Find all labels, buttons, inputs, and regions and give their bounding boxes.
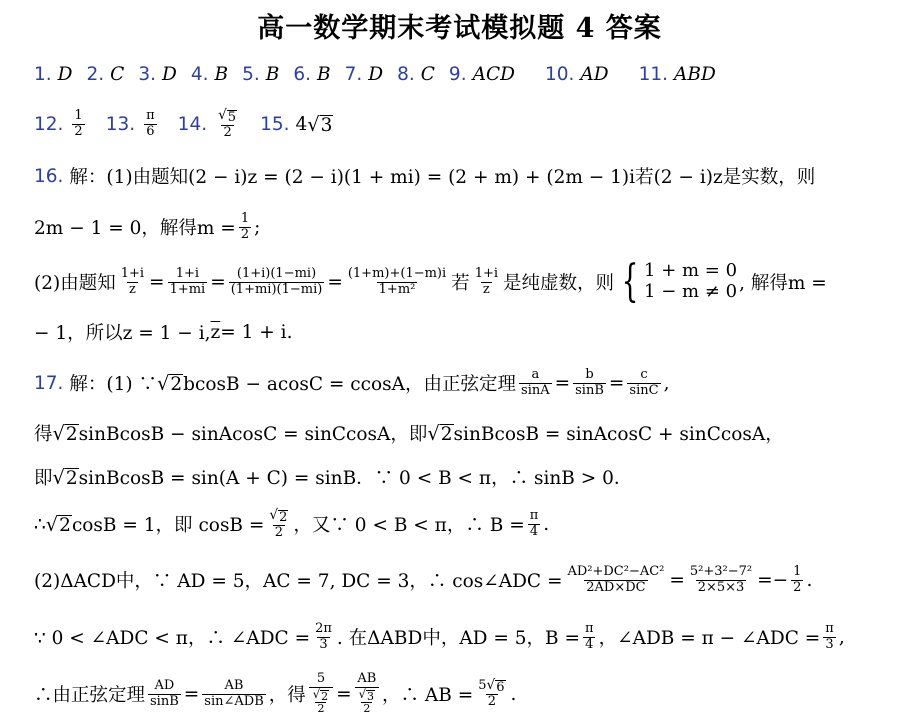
q17-b-fraction — [528, 509, 541, 540]
period: . — [806, 569, 813, 591]
comma: , — [663, 372, 670, 394]
q16-frac-1-den: z — [128, 281, 136, 297]
q16-num: 16. — [34, 165, 64, 187]
sqrt-2-radicand: 2 — [65, 423, 78, 445]
sqrt-2-radicand: 2 — [65, 467, 78, 489]
q17-frac-a — [519, 368, 552, 399]
sqrt-2: √ 2 — [52, 465, 78, 489]
q17-frac-c-num: c — [640, 367, 648, 382]
q16-text-3: (2)由题知 — [34, 273, 116, 294]
q17-frac-c — [627, 368, 660, 399]
q17-text-6a: ∵ 0 < ∠ADC < π，∴ ∠ADC = — [34, 628, 311, 650]
q17-five: 5 — [316, 671, 326, 686]
q12-num: 12. — [34, 113, 64, 135]
q16-frac-4 — [346, 267, 448, 298]
q17-b-den: 4 — [529, 523, 539, 539]
equals-sign: = — [336, 683, 352, 705]
q16-frac-1-num: 1+i — [120, 265, 145, 281]
q16-line-4 — [34, 319, 909, 345]
choice-answers-line — [34, 64, 909, 85]
q17-cosb-radicand: 2 — [279, 510, 288, 525]
q17-line-2 — [34, 420, 909, 446]
q3-num: 3. — [138, 64, 156, 85]
q11-num: 11. — [638, 64, 668, 85]
q16-line-3 — [34, 256, 909, 307]
q16-half-fraction — [239, 212, 251, 243]
q17-ab: AB — [357, 671, 377, 686]
q17-num: 17. — [34, 372, 64, 394]
q17-b2-num: π — [585, 621, 594, 636]
q17-frac-a-num: a — [531, 367, 540, 382]
q17-text-7b: ，得 — [268, 685, 306, 707]
q17-adb-num: π — [825, 621, 834, 636]
q6-answer: B — [317, 64, 331, 85]
q17-text-5b: =− — [757, 569, 789, 591]
q17-text-5a: (2)ΔACD中，∵ AD = 5，AC = 7, DC = 3，∴ cos∠ADC = — [34, 571, 563, 593]
q16-frac-5-num: 1+i — [474, 265, 499, 281]
q16-system-row-1: 1 + m = 0 — [644, 260, 738, 282]
q17-b-num: π — [529, 507, 539, 523]
q16-half-denominator: 2 — [240, 226, 250, 242]
q17-root3-radicand: 3 — [367, 689, 375, 703]
q16-ruo: 若 — [451, 273, 470, 294]
q17-ab-den: 2 — [487, 694, 496, 710]
q17-line-1 — [34, 368, 909, 399]
q17-cosb-fraction: √ 2 2 — [269, 507, 288, 540]
q17-cos-result-num: 1 — [793, 564, 802, 579]
q17-text-1a: 解：(1) ∵ — [69, 374, 158, 396]
q16-text-3b: 是纯虚数，则 — [503, 273, 615, 294]
q17-cos-values — [688, 565, 754, 596]
q1-num: 1. — [34, 64, 52, 85]
q17-cos-values-num: 5²+3²−7² — [689, 564, 753, 579]
q16-system-row-2: 1 − m ≠ 0 — [644, 281, 738, 302]
q17-ab-over-root3: AB √ 3 2 — [355, 672, 379, 716]
q16-text-2: 2m − 1 = 0，解得m = — [34, 218, 236, 240]
q16-frac-5 — [473, 267, 500, 298]
q16-frac-5-den: z — [482, 281, 490, 297]
q17-sine-ab-num: AB — [224, 677, 244, 693]
equals-sign: = — [183, 683, 200, 705]
sqrt-2: √ 2 — [427, 421, 453, 445]
q17-root2-den: 2 — [317, 702, 325, 716]
fill-answers-line — [34, 108, 909, 141]
q16-frac-4-num: (1+m)+(1−m)i — [347, 265, 447, 281]
q11-answer: ABD — [673, 64, 716, 85]
q17-cos-result — [791, 565, 803, 596]
q16-frac-2-den: 1+mi — [169, 281, 206, 297]
equals-sign: = — [327, 271, 343, 293]
q17-cos-formula-num: AD²+DC²−AC² — [567, 564, 665, 579]
q14-denominator: 2 — [223, 124, 232, 140]
q10-answer: AD — [580, 64, 609, 85]
sqrt-2: √ 2 — [157, 371, 183, 395]
q16-frac-3 — [229, 267, 325, 298]
q17-cos-formula-den: 2AD×DC — [586, 579, 646, 595]
q2-answer: C — [110, 64, 125, 85]
q17-five-over-root2: 5 √ 2 2 — [309, 672, 333, 716]
q15-radicand: 3 — [320, 114, 333, 136]
q17-cos-result-den: 2 — [793, 579, 802, 595]
q9-num: 9. — [448, 64, 467, 85]
q17-adb-fraction — [823, 622, 836, 653]
q15-sqrt: √ 3 — [307, 112, 333, 136]
q14-radicand: 5 — [227, 110, 237, 125]
sqrt-2-radicand: 2 — [170, 373, 183, 395]
q17-sine-ad-den: sinB — [150, 693, 179, 709]
q16-system-brace: { 1 + m = 0 1 − m ≠ 0 — [621, 256, 738, 307]
q17-sine-ab — [202, 679, 265, 710]
sqrt-2: √ 2 — [45, 512, 71, 536]
equals-sign: = — [149, 271, 165, 293]
q13-fraction — [144, 109, 157, 140]
q17-line-6 — [34, 622, 909, 653]
q10-num: 10. — [544, 64, 575, 85]
q8-answer: C — [420, 64, 435, 85]
q16-line-1 — [34, 163, 909, 189]
q17-text-4c: ，又∵ 0 < B < π，∴ B = — [293, 515, 525, 537]
q16-text-2-end: ; — [254, 216, 261, 238]
q17-sine-ab-den: sin∠ADB — [204, 693, 264, 709]
q17-line-5 — [34, 565, 909, 596]
q17-sine-ad — [148, 679, 181, 710]
q4-answer: B — [214, 64, 229, 85]
q17-b2-den: 4 — [585, 636, 594, 652]
q15-num: 15. — [260, 113, 290, 135]
q17-adc-fraction — [313, 622, 334, 653]
q17-text-1b: bcosB − acosC = ccosA，由正弦定理 — [183, 374, 517, 396]
q17-cosb-den: 2 — [274, 524, 284, 540]
q4-num: 4. — [190, 64, 209, 85]
equals-sign: = — [608, 372, 625, 394]
q17-frac-b-den: sinB — [575, 382, 604, 398]
q16-text-3c: , 解得m = — [739, 273, 827, 294]
q16-conjugate-z: $\overline{z}$ — [210, 321, 221, 343]
equals-sign: = — [669, 569, 685, 591]
q17-adc-num: 2π — [315, 621, 332, 636]
q17-text-3b: sinBcosB = sin(A + C) = sinB．∵ 0 < B < π，∴ sinB > 0． — [78, 468, 633, 489]
page-title: 高一数学期末考试模拟题 4 答案 — [257, 13, 662, 44]
q16-text-4b: = 1 + i. — [220, 321, 293, 343]
q17-frac-b — [573, 368, 606, 399]
q16-line-2 — [34, 212, 909, 243]
q17-text-4b: cosB = 1，即 cosB = — [71, 515, 265, 537]
q1-answer: D — [57, 64, 73, 85]
q13-denominator: 6 — [146, 123, 155, 139]
q17-text-3a: 即 — [34, 468, 53, 489]
q5-num: 5. — [242, 64, 260, 85]
q16-text-4: − 1，所以z = 1 − i, — [34, 323, 211, 344]
q17-text-7c: ，∴ AB = — [382, 685, 474, 707]
q17-line-3 — [34, 464, 909, 490]
sqrt-2: √ 2 — [52, 421, 78, 445]
q17-root3-den: 2 — [363, 702, 371, 716]
q16-frac-4-den: 1+m² — [378, 281, 416, 297]
q5-answer: B — [265, 64, 280, 85]
q6-num: 6. — [293, 64, 311, 85]
q17-b2-fraction — [583, 622, 596, 653]
q17-frac-a-den: sinA — [521, 382, 550, 398]
q13-num: 13. — [105, 113, 136, 135]
q16-half-numerator: 1 — [240, 211, 250, 226]
q15-coefficient: 4 — [295, 113, 308, 135]
comma: , — [838, 626, 845, 648]
q17-frac-b-num: b — [585, 367, 594, 382]
q17-line-7 — [34, 672, 909, 716]
sqrt-2-radicand: 2 — [59, 514, 71, 536]
q17-text-2b: sinBcosB − sinAcosC = sinCcosA，即 — [78, 424, 428, 445]
q17-text-6b: . 在ΔABD中，AD = 5，B = — [336, 628, 581, 650]
q16-frac-3-num: (1+i)(1−mi) — [236, 265, 317, 281]
q17-root2-radicand: 2 — [321, 689, 329, 703]
q16-text-1: 解：(1)由题知(2 − i)z = (2 − i)(1 + mi) = (2 + m) + (2m − 1)i若(2 − i)z是实数，则 — [69, 167, 816, 188]
q7-num: 7. — [344, 64, 363, 85]
q8-num: 8. — [397, 64, 415, 85]
q16-frac-2-num: 1+i — [175, 265, 200, 281]
q17-text-7a: ∴由正弦定理 — [34, 685, 146, 707]
q14-fraction: √ 5 2 — [218, 107, 237, 140]
q16-frac-1 — [119, 267, 146, 298]
q17-text-6c: ，∠ADB = π − ∠ADC = — [598, 628, 821, 650]
q17-cos-values-den: 2×5×3 — [697, 579, 745, 595]
q17-line-4 — [34, 508, 909, 541]
q17-frac-c-den: sinC — [629, 382, 659, 398]
q16-frac-2 — [168, 267, 208, 298]
q17-sine-ad-num: AD — [154, 677, 175, 693]
equals-sign: = — [210, 271, 226, 293]
q2-num: 2. — [86, 64, 105, 85]
equals-sign: = — [554, 372, 571, 394]
q17-text-4a: ∴ — [34, 513, 46, 535]
q17-text-2a: 得 — [34, 424, 53, 445]
q12-numerator: 1 — [74, 107, 83, 123]
period: . — [510, 683, 517, 705]
q17-ab-coef: 5 — [478, 677, 487, 693]
q17-cos-formula — [565, 565, 666, 596]
q7-answer: D — [368, 64, 384, 85]
q17-adb-den: 3 — [825, 636, 834, 652]
q17-ab-result: 5 √ 6 2 — [478, 676, 505, 710]
q16-frac-3-den: (1+mi)(1−mi) — [230, 281, 323, 297]
q14-num: 14. — [177, 113, 208, 135]
q12-denominator: 2 — [74, 123, 83, 139]
q3-answer: D — [161, 64, 177, 85]
period: . — [543, 513, 550, 535]
q17-adc-den: 3 — [319, 636, 328, 652]
q9-answer: ACD — [472, 64, 515, 85]
q17-ab-radicand: 6 — [496, 679, 505, 695]
q12-fraction — [72, 109, 84, 140]
q13-numerator: π — [146, 107, 155, 123]
sqrt-2-radicand: 2 — [440, 423, 453, 445]
q17-text-2c: sinBcosB = sinAcosC + sinCcosA， — [453, 424, 784, 445]
